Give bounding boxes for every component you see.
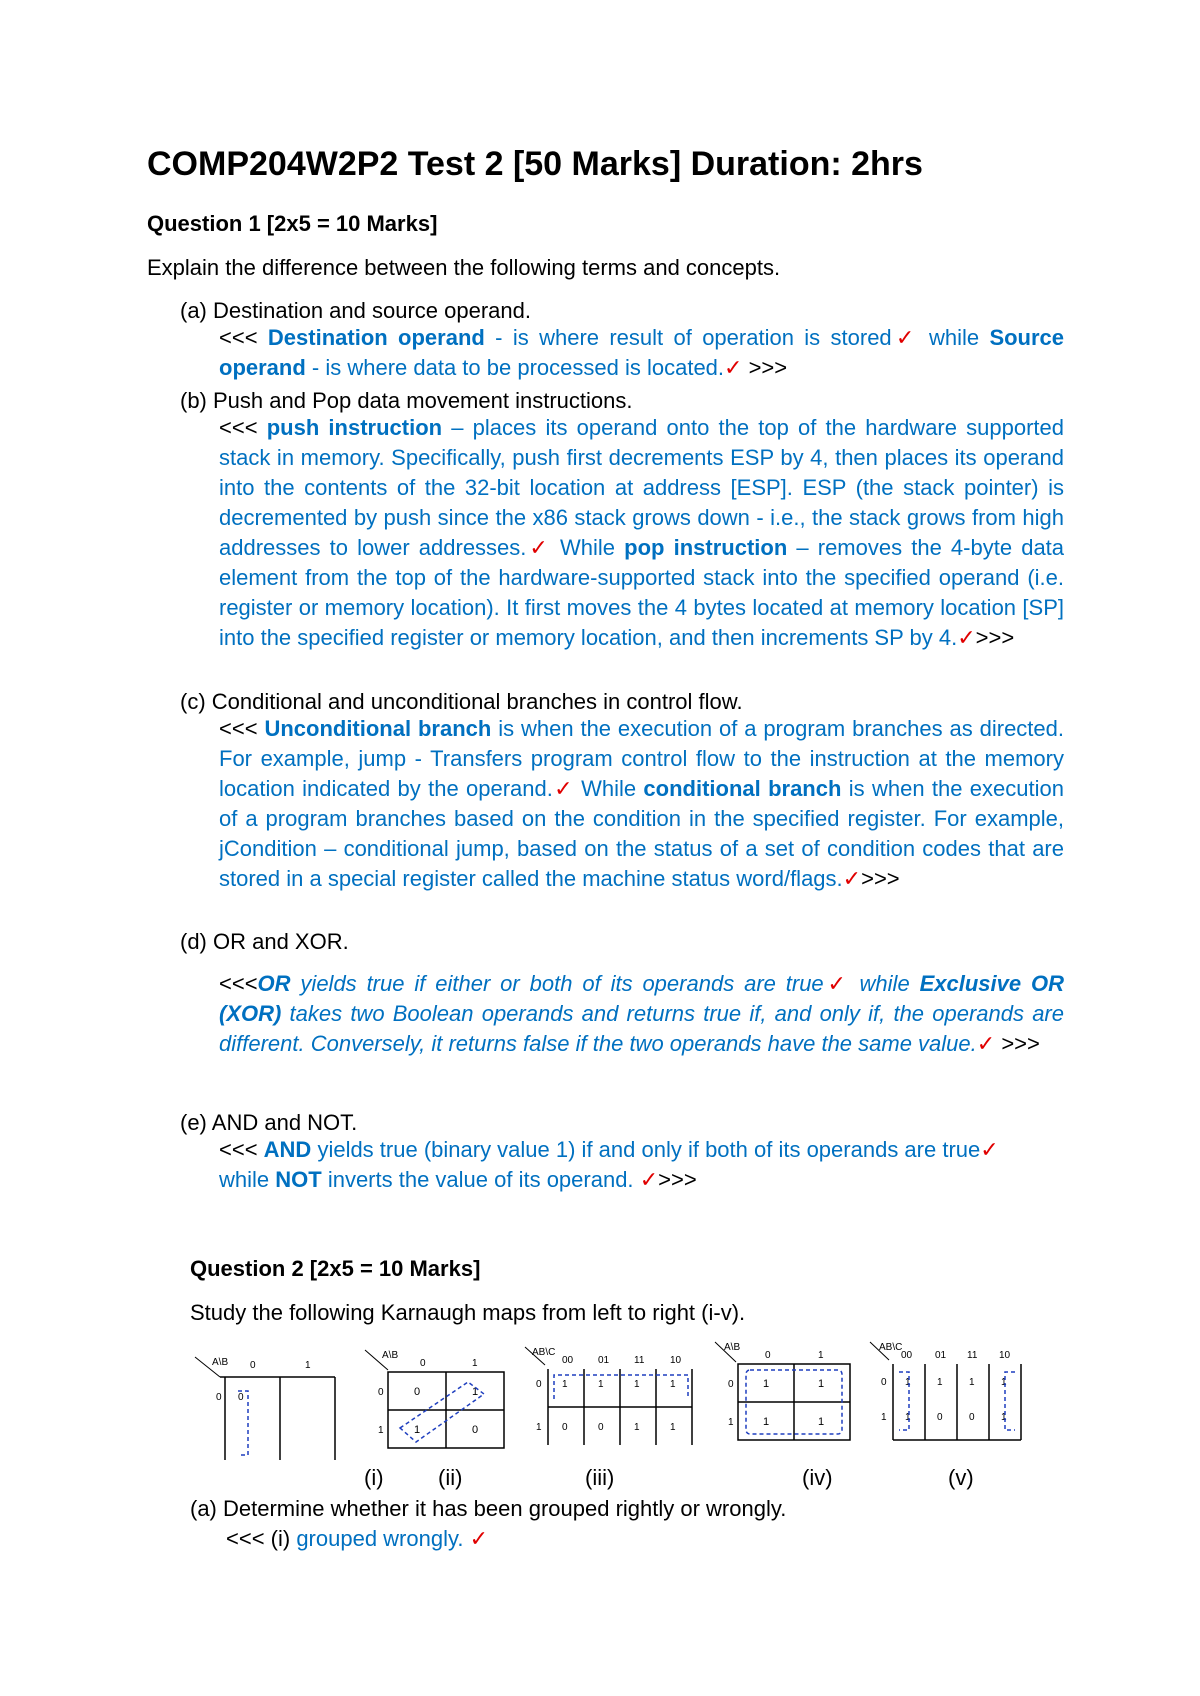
answer-close: >>> — [995, 1031, 1040, 1056]
kmap-cell: 1 — [969, 1377, 975, 1388]
question-1-heading: Question 1 [2x5 = 10 Marks] — [147, 211, 438, 236]
q1e-answer — [219, 1135, 1069, 1195]
term: OR — [257, 971, 291, 996]
q1a-question: (a) Destination and source operand. — [180, 298, 531, 323]
tick-icon: ✓ — [823, 971, 850, 996]
answer-open: <<< — [219, 716, 265, 741]
tick-icon: ✓ — [842, 866, 862, 891]
kmap-label: (ii) — [438, 1465, 463, 1490]
kmap-cell: 1 — [937, 1377, 943, 1388]
kmap-iii — [520, 1345, 710, 1460]
tick-icon: ✓ — [639, 1167, 659, 1192]
kmap-cell: 1 — [905, 1412, 911, 1423]
kmap-row-label: 0 — [216, 1392, 222, 1403]
kmap-var-label: A\B — [212, 1357, 229, 1368]
tick-icon: ✓ — [957, 625, 976, 650]
answer-text: – places its operand onto the top of the hardware supported stack in memory. Specifically, push first decrements ESP by 4, then places its operand into the contents of the 32-bit location at address [ESP]. ESP (the stack pointer) is decremented by push since the x86 stack grows down - i.e., the stack grows from high addresses to lower addresses. — [219, 415, 1065, 560]
kmap-row-label: 1 — [728, 1417, 734, 1428]
kmap-cell: 0 — [238, 1392, 244, 1403]
tick-icon: ✓ — [552, 776, 574, 801]
kmap-label: (i) — [364, 1465, 384, 1490]
answer-text: While — [550, 535, 625, 560]
kmap-col-label: 1 — [472, 1358, 478, 1369]
term: NOT — [275, 1167, 322, 1192]
kmap-col-label: 10 — [670, 1355, 682, 1366]
kmap-row-label: 1 — [378, 1425, 384, 1436]
kmap-var-label: A\B — [724, 1342, 741, 1353]
kmap-label: (iv) — [802, 1465, 833, 1490]
kmap-col-label: 11 — [967, 1350, 978, 1361]
term: Unconditional branch — [264, 716, 492, 741]
answer-text: while — [849, 971, 920, 996]
tick-icon: ✓ — [976, 1031, 996, 1056]
kmap-cell: 1 — [562, 1379, 568, 1390]
kmap-cell: 0 — [472, 1424, 479, 1436]
q1d-question: (d) OR and XOR. — [180, 929, 349, 954]
kmap-cell: 1 — [1001, 1377, 1007, 1388]
kmap-i — [190, 1355, 340, 1470]
answer-open: <<< — [219, 325, 268, 350]
answer-open: <<< — [219, 971, 258, 996]
answer-text: inverts the value of its operand. — [321, 1167, 634, 1192]
kmap-col-label: 1 — [305, 1360, 311, 1371]
q1b-question: (b) Push and Pop data movement instructions. — [180, 388, 633, 413]
kmap-row-label: 1 — [881, 1412, 887, 1423]
answer-open: <<< — [219, 1137, 264, 1162]
answer-text: yields true (binary value 1) if and only if both of its operands are true — [311, 1137, 981, 1162]
kmap-var-label: AB\C — [532, 1347, 556, 1358]
kmap-cell: 1 — [634, 1379, 640, 1390]
kmap-col-label: 01 — [598, 1355, 610, 1366]
answer-text: – removes the 4-byte data element from the top of the hardware-supported stack into the specified operand (i.e. register or memory location). It first moves the 4 bytes located at memory location [SP] into the specified register or memory location, and then increments SP by 4. — [219, 535, 1065, 650]
q1c-question: (c) Conditional and unconditional branches in control flow. — [180, 689, 743, 714]
kmap-cell: 1 — [414, 1424, 421, 1436]
term: Source operand — [219, 325, 1065, 380]
term: Exclusive OR (XOR) — [219, 971, 1064, 1026]
term: pop instruction — [624, 535, 788, 560]
kmap-cell: 1 — [1001, 1412, 1007, 1423]
kmap-cell: 1 — [818, 1416, 825, 1428]
kmap-var-label: AB\C — [879, 1342, 903, 1353]
kmap-cell: 1 — [763, 1416, 770, 1428]
answer-text: takes two Boolean operands and returns true if, and only if, the operands are different. Conversely, it returns false if the two operands have the same value. — [219, 1001, 1064, 1056]
kmap-iv — [710, 1340, 860, 1455]
tick-icon: ✓ — [980, 1137, 999, 1162]
kmap-cell: 1 — [905, 1377, 911, 1388]
kmap-cell: 1 — [818, 1378, 825, 1390]
kmap-cell: 1 — [670, 1379, 676, 1390]
q1c-answer — [219, 714, 1064, 894]
kmap-row-label: 0 — [728, 1379, 734, 1390]
kmap-cell: 1 — [472, 1386, 479, 1398]
question-2-heading: Question 2 [2x5 = 10 Marks] — [190, 1256, 481, 1281]
answer-text: - is where data to be processed is located. — [305, 355, 725, 380]
kmap-label: (iii) — [585, 1465, 615, 1490]
q1d-answer — [219, 969, 1064, 1059]
answer-text: is when the execution of a program branches based on the condition in the specified register. For example, jCondition – conditional jump, based on the status of a set of condition codes that are stored in a special register called the machine status word/flags. — [219, 776, 1064, 891]
q1a-answer — [219, 323, 1064, 383]
kmap-cell: 1 — [598, 1379, 604, 1390]
kmap-col-label: 00 — [901, 1350, 913, 1361]
kmap-row-label: 0 — [378, 1387, 384, 1398]
answer-text: while — [918, 325, 990, 350]
kmap-col-label: 00 — [562, 1355, 574, 1366]
answer-text: while — [219, 1167, 276, 1192]
kmap-ii — [360, 1348, 510, 1463]
kmap-col-label: 1 — [818, 1350, 824, 1361]
kmap-col-label: 11 — [634, 1355, 645, 1366]
q1e-question: (e) AND and NOT. — [180, 1110, 358, 1135]
tick-icon: ✓ — [526, 535, 551, 560]
tick-icon: ✓ — [891, 325, 919, 350]
kmap-row-label: 0 — [881, 1377, 887, 1388]
answer-close: >>> — [658, 1167, 697, 1192]
answer-text: grouped wrongly. — [296, 1526, 464, 1551]
answer-close: >>> — [975, 625, 1015, 650]
q1b-answer — [219, 413, 1064, 653]
answer-text: is when the execution of a program branches as directed. For example, jump - Transfers program control flow to the instruction at the memory location indicated by the operand. — [219, 716, 1064, 801]
tick-icon: ✓ — [724, 355, 743, 380]
kmap-cell: 0 — [414, 1386, 421, 1398]
page-title: COMP204W2P2 Test 2 [50 Marks] Duration: 2hrs — [147, 145, 923, 183]
tick-icon: ✓ — [469, 1526, 489, 1551]
kmap-v — [865, 1340, 1035, 1455]
answer-close: >>> — [742, 355, 788, 380]
kmap-col-label: 0 — [765, 1350, 771, 1361]
answer-text: While — [573, 776, 644, 801]
term: conditional branch — [643, 776, 842, 801]
q2a-question: (a) Determine whether it has been grouped rightly or wrongly. — [190, 1496, 787, 1521]
kmap-cell: 1 — [670, 1422, 676, 1433]
kmap-label: (v) — [948, 1465, 974, 1490]
term: AND — [263, 1137, 312, 1162]
question-2-intro: Study the following Karnaugh maps from left to right (i-v). — [190, 1300, 746, 1325]
answer-text: yields true if either or both of its operands are true — [290, 971, 824, 996]
kmap-cell: 1 — [634, 1422, 640, 1433]
kmap-cell: 0 — [969, 1412, 975, 1423]
kmap-cell: 0 — [598, 1422, 604, 1433]
term: push instruction — [266, 415, 443, 440]
answer-text: - is where result of operation is stored — [484, 325, 892, 350]
answer-open: <<< (i) — [226, 1526, 297, 1551]
kmap-cell: 0 — [937, 1412, 943, 1423]
term: Destination operand — [267, 325, 485, 350]
kmap-col-label: 10 — [999, 1350, 1011, 1361]
answer-close: >>> — [861, 866, 900, 891]
q2a-answer — [226, 1526, 488, 1552]
question-1-intro: Explain the difference between the following terms and concepts. — [147, 255, 781, 280]
kmap-cell: 1 — [763, 1378, 770, 1390]
kmap-col-label: 0 — [420, 1358, 426, 1369]
kmap-row-label: 1 — [536, 1422, 542, 1433]
kmap-var-label: A\B — [382, 1350, 399, 1361]
kmap-cell: 0 — [562, 1422, 568, 1433]
answer-open: <<< — [219, 415, 267, 440]
kmap-col-label: 0 — [250, 1360, 256, 1371]
kmap-row-label: 0 — [536, 1379, 542, 1390]
kmap-col-label: 01 — [935, 1350, 947, 1361]
